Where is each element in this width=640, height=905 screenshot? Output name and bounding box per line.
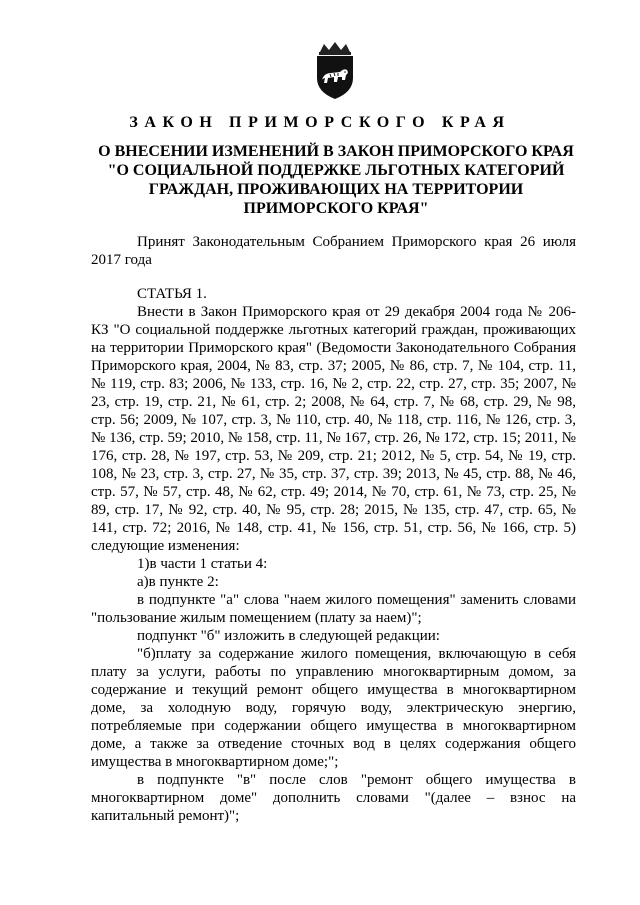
article-item: 1)в части 1 статьи 4: bbox=[137, 556, 268, 572]
law-subtitle bbox=[0, 142, 640, 218]
article-item: а)в пункте 2: bbox=[137, 574, 219, 590]
article-heading: СТАТЬЯ 1. bbox=[137, 286, 207, 302]
subtitle-line: О ВНЕСЕНИИ ИЗМЕНЕНИЙ В ЗАКОН ПРИМОРСКОГО КРАЯ bbox=[98, 143, 574, 160]
subtitle-line: "О СОЦИАЛЬНОЙ ПОДДЕРЖКЕ ЛЬГОТНЫХ КАТЕГОРИЙ bbox=[107, 162, 565, 179]
article-item: в подпункте "а" слова "наем жилого помещения" заменить словами "пользование жилым помещением (плату за наем)"; bbox=[91, 592, 576, 626]
subtitle-line: ГРАЖДАН, ПРОЖИВАЮЩИХ НА ТЕРРИТОРИИ bbox=[148, 181, 524, 198]
law-title: ЗАКОН ПРИМОРСКОГО КРАЯ bbox=[129, 114, 511, 131]
article-item: в подпункте "в" после слов "ремонт общего имущества в многоквартирном доме" дополнить словами "(далее – взнос на капитальный ремонт)"; bbox=[91, 772, 576, 824]
article-item: подпункт "б" изложить в следующей редакции: bbox=[137, 628, 440, 644]
adoption-note: Принят Законодательным Собранием Приморского края 26 июля 2017 года bbox=[91, 234, 576, 268]
coat-of-arms-icon bbox=[310, 42, 360, 100]
article-item: "б)плату за содержание жилого помещения, включающую в себя плату за услуги, работы по управлению многоквартирным домом, за содержание и текущий ремонт общего имущества в многоквартирном доме, за холодную воду, горячую воду, электрическую энергию, потребляемые при содержании общего имущества в многоквартирном доме, а также за отведение сточных вод в целях содержания общего имущества в многоквартирном доме;"; bbox=[91, 646, 576, 770]
subtitle-line: ПРИМОРСКОГО КРАЯ" bbox=[243, 200, 429, 217]
article-intro: Внести в Закон Приморского края от 29 декабря 2004 года № 206-КЗ "О социальной поддержке льготных категорий граждан, проживающих на территории Приморского края" (Ведомости Законодательного Собрания Приморского края, 2004, № 83, стр. 37; 2005, № 86, стр. 7, № 104, стр. 11, № 119, стр. 83; 2006, № 133, стр. 16, № 2, стр. 22, стр. 27, стр. 35; 2007, № 23, стр. 19, стр. 21, № 61, стр. 2; 2008, № 64, стр. 7, № 68, стр. 29, № 98, стр. 56; 2009, № 107, стр. 3, № 110, стр. 40, № 118, стр. 116, № 126, стр. 3, № 136, стр. 59; 2010, № 158, стр. 11, № 167, стр. 26, № 172, стр. 15; 2011, № 176, стр. 28, № 197, стр. 53, № 209, стр. 21; 2012, № 5, стр. 54, № 19, стр. 108, № 23, стр. 3, стр. 27, № 35, стр. 37, стр. 39; 2013, № 45, стр. 88, № 46, стр. 57, № 57, стр. 48, № 62, стр. 49; 2014, № 70, стр. 61, № 73, стр. 25, № 89, стр. 17, № 92, стр. 40, № 95, стр. 28; 2015, № 135, стр. 47, стр. 65, № 141, стр. 72; 2016, № 148, стр. 41, № 156, стр. 51, стр. 56, № 166, стр. 5) следующие изменения: bbox=[91, 304, 576, 554]
article-body bbox=[91, 285, 576, 825]
